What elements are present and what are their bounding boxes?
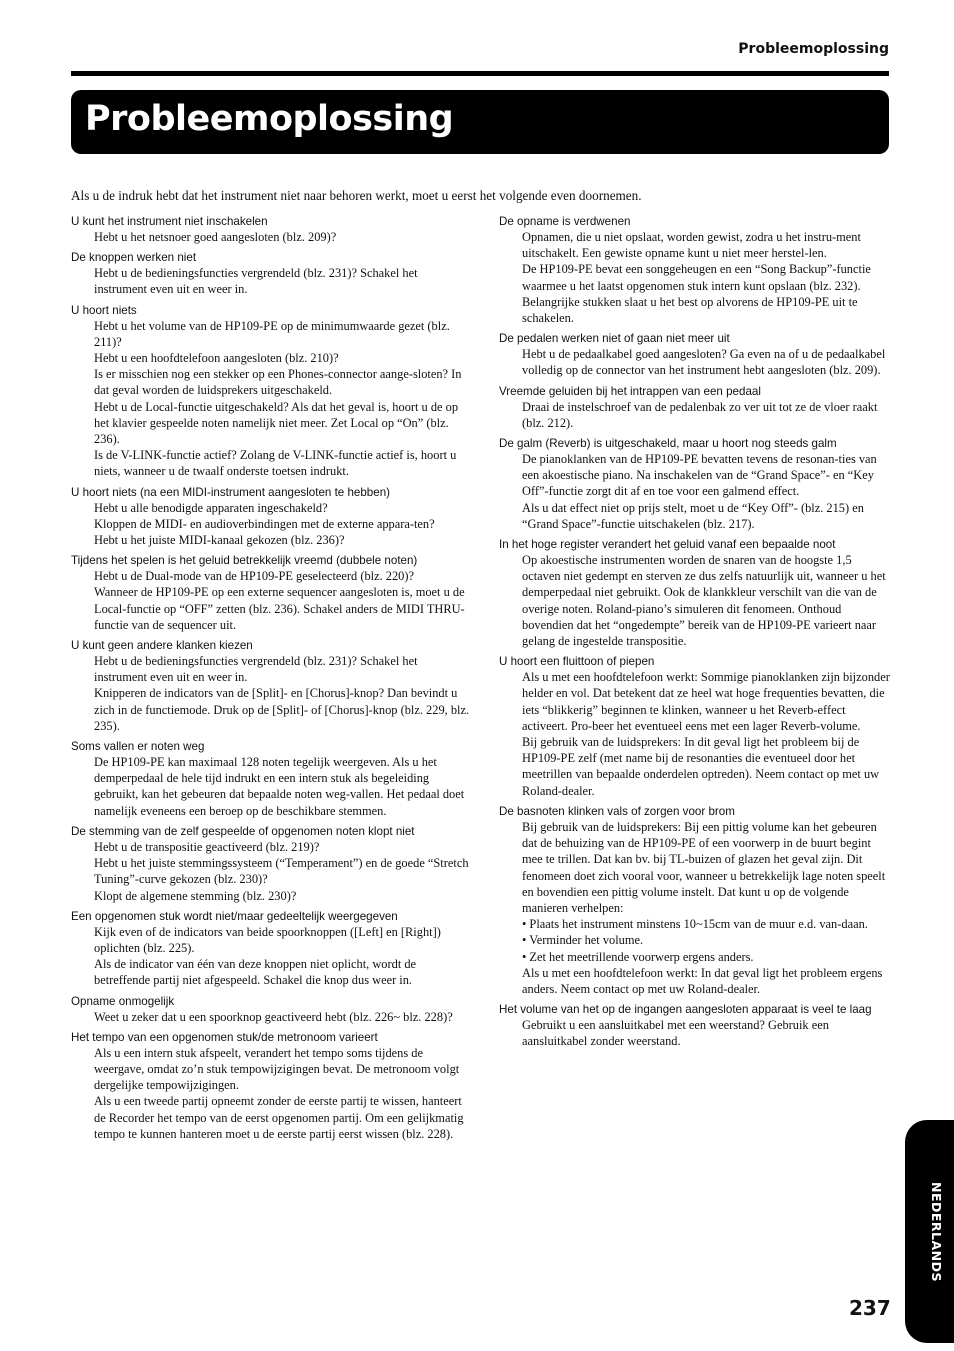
item-paragraph: Wanneer de HP109-PE op een externe sequencer aangesloten is, moet u de Local-functie op “OFF” zetten (blz. 236). Schakel anders de MIDI THRU-functie van de sequencer uit. xyxy=(94,585,465,632)
item-heading: U hoort niets xyxy=(71,303,137,317)
item-heading: De opname is verdwenen xyxy=(499,215,631,228)
troubleshooting-item xyxy=(499,804,891,997)
title-banner xyxy=(71,90,889,154)
item-heading: U kunt geen andere klanken kiezen xyxy=(71,639,253,653)
troubleshooting-item xyxy=(71,994,471,1025)
item-paragraph: Als de indicator van één van deze knoppen niet oplicht, wordt de betreffende partij niet afgespeeld. Schakel die knop dus weer in. xyxy=(94,957,417,988)
item-paragraph: Hebt u de bedieningsfuncties vergrendeld (blz. 231)? Schakel het instrument even uit en weer in. xyxy=(94,654,418,685)
item-paragraph: Hebt u het netsnoer goed aangesloten (blz. 209)? xyxy=(94,230,337,244)
troubleshooting-item xyxy=(499,1002,891,1049)
item-heading: De basnoten klinken vals of zorgen voor brom xyxy=(499,804,735,818)
item-heading: De galm (Reverb) is uitgeschakeld, maar u hoort nog steeds galm xyxy=(499,437,837,451)
item-heading: Opname onmogelijk xyxy=(71,994,175,1008)
item-paragraph: Als u een intern stuk afspeelt, verandert het tempo soms tijdens de weergave, omdat zo’n stuk tempowijzigingen bevat. De metronoom volgt dergelijke tempowijzigingen. xyxy=(94,1045,460,1093)
item-heading: In het hoge register verandert het geluid vanaf een bepaalde noot xyxy=(499,538,836,552)
item-paragraph: • Verminder het volume. xyxy=(522,933,644,948)
item-heading: U kunt het instrument niet inschakelen xyxy=(71,215,268,228)
right-column xyxy=(499,214,891,1055)
troubleshooting-item xyxy=(499,436,891,532)
troubleshooting-item xyxy=(71,824,471,904)
item-paragraph: Hebt u alle benodigde apparaten ingeschakeld? xyxy=(94,500,328,515)
left-column xyxy=(71,214,471,1147)
troubleshooting-item xyxy=(71,485,471,549)
item-paragraph: Knipperen de indicators van de [Split]- en [Chorus]-knop? Dan bevindt u zich in de functiemode. Druk op de [Split]- of [Chorus]-knop (blz. 229, blz. 235). xyxy=(94,686,470,733)
intro-text: Als u de indruk hebt dat het instrument niet naar behoren werkt, moet u eerst het volgende even doornemen. xyxy=(71,188,642,203)
troubleshooting-item xyxy=(499,331,891,378)
item-paragraph: Weet u zeker dat u een spoorknop geactiveerd hebt (blz. 226~ blz. 228)? xyxy=(94,1009,453,1024)
item-paragraph: Draai de instelschroef van de pedalenbak zo ver uit tot ze de vloer raakt (blz. 212). xyxy=(522,399,878,430)
troubleshooting-item xyxy=(499,537,891,649)
page-title: Probleemoplossing xyxy=(85,99,454,139)
troubleshooting-item xyxy=(499,654,891,799)
item-paragraph: • Zet het meetrillende voorwerp ergens anders. xyxy=(522,949,754,964)
item-heading: Soms vallen er noten weg xyxy=(71,740,205,754)
item-heading: U hoort een fluittoon of piepen xyxy=(499,655,655,669)
item-paragraph: Als u met een hoofdtelefoon werkt: In dat geval ligt het probleem ergens anders. Neem contact op met uw Roland-dealer. xyxy=(522,965,883,996)
item-paragraph: Hebt u het juiste MIDI-kanaal gekozen (blz. 236)? xyxy=(94,533,345,548)
item-paragraph: Opnamen, die u niet opslaat, worden gewist, zodra u het instru-ment uitschakelt. Een gewiste opname kunt u niet meer herstel-len. xyxy=(522,230,861,261)
page-number: 237 xyxy=(849,1296,891,1320)
troubleshooting-item xyxy=(71,303,471,480)
item-paragraph: Gebruikt u een aansluitkabel met een weerstand? Gebruik een aansluitkabel zonder weerstand. xyxy=(522,1018,829,1049)
item-paragraph: Hebt u een hoofdtelefoon aangesloten (blz. 210)? xyxy=(94,351,339,366)
item-heading: Vreemde geluiden bij het intrappen van een pedaal xyxy=(499,384,761,398)
item-heading: De pedalen werken niet of gaan niet meer uit xyxy=(499,332,730,346)
item-heading: U hoort niets (na een MIDI-instrument aangesloten te hebben) xyxy=(71,485,391,499)
troubleshooting-item xyxy=(499,384,891,431)
item-paragraph: Is de V-LINK-functie actief? Zolang de V-LINK-functie actief is, hoort u niets, wanneer u de twaalf onderste toetsen indrukt. xyxy=(94,448,457,479)
item-paragraph: Hebt u het juiste stemmingssysteem (“Temperament”) en de goede “Stretch Tuning”-curve gekozen (blz. 230)? xyxy=(94,856,469,887)
troubleshooting-item xyxy=(71,638,471,734)
running-head: Probleemoplossing xyxy=(738,41,889,57)
item-paragraph: Op akoestische instrumenten worden de snaren van de hoogste 1,5 octaven niet gedempt en sterven ze dus zelfs natuurlijk uit, wanneer u het demperpedaal niet gebruikt. Ook de klankkleur verschilt van die van de overige noten. Roland-piano’s simuleren dit fenomeen. Onthoud bovendien dat het “ongedempte” bereik van de HP109-PE varieert naar gelang de ingestelde transpositie. xyxy=(522,553,886,649)
item-paragraph: Kijk even of de indicators van beide spoorknoppen ([Left] en [Right]) oplichten (blz. 225). xyxy=(94,924,441,955)
troubleshooting-item xyxy=(499,214,891,326)
troubleshooting-item xyxy=(71,909,471,989)
item-heading: Het volume van het op de ingangen aangesloten apparaat is veel te laag xyxy=(499,1003,872,1017)
troubleshooting-item xyxy=(71,1030,471,1142)
item-heading: Een opgenomen stuk wordt niet/maar gedeeltelijk weergegeven xyxy=(71,909,398,923)
language-tab-label: NEDERLANDS xyxy=(929,1182,944,1283)
troubleshooting-item xyxy=(71,739,471,819)
top-rule xyxy=(71,71,889,76)
troubleshooting-item xyxy=(71,553,471,633)
item-paragraph: Hebt u de Dual-mode van de HP109-PE geselecteerd (blz. 220)? xyxy=(94,569,414,584)
item-paragraph: Bij gebruik van de luidsprekers: Bij een pittig volume kan het gebeuren dat de behuizing van de HP109-PE of een voorwerp in de buurt begint mee te trillen. Dat kan bv. bij TL-buizen of glazen het geval zijn. Dit fenomeen doet zich vooral voor, wanneer u betrekkelijk lage noten speelt en bovendien een pittig volume instelt. Dat kunt u op de volgende manieren verhelpen: xyxy=(522,819,886,915)
item-paragraph: De HP109-PE bevat een songgeheugen en een “Song Backup”-functie waarmee u het laatst opgenomen stuk intern kunt opslaan (blz. 232). Belangrijke stukken slaat u het best op alvorens de HP109-PE uit te schakelen. xyxy=(522,262,871,326)
item-paragraph: Hebt u de bedieningsfuncties vergrendeld (blz. 231)? Schakel het instrument even uit en weer in. xyxy=(94,266,418,297)
item-paragraph: Als u met een hoofdtelefoon werkt: Sommige pianoklanken zijn bijzonder helder en vol. Dat betekent dat ze heel wat hoge frequenties bevatten, die iets “blikkerig” beginnen te klinken, wanneer u het Reverb-effect activeert. Pro-beer het eventueel eens met een lager Reverb-volume. xyxy=(522,670,890,733)
item-heading: Tijdens het spelen is het geluid betrekkelijk vreemd (dubbele noten) xyxy=(71,554,418,568)
item-paragraph: Hebt u de pedaalkabel goed aangesloten? Ga even na of u de pedaalkabel volledig op de connector van het instrument hebt aangesloten (blz. 209). xyxy=(522,347,886,378)
item-heading: Het tempo van een opgenomen stuk/de metronoom varieert xyxy=(71,1030,378,1044)
item-heading: De stemming van de zelf gespeelde of opgenomen noten klopt niet xyxy=(71,824,415,838)
item-paragraph: De HP109-PE kan maximaal 128 noten tegelijk weergeven. Als u het demperpedaal de hele tijd indrukt en een intern stuk als begeleiding gebruikt, kan het gebeuren dat bepaalde noten weg-vallen. Het pedaal doet namelijk eveneens een beroep op de beschikbare stemmen. xyxy=(94,755,465,818)
item-paragraph: Hebt u de Local-functie uitgeschakeld? Als dat het geval is, hoort u de op het klavier gespeelde noten namelijk niet meer. Zet Local op “On” (blz. 236). xyxy=(94,399,459,447)
item-paragraph: Klopt de algemene stemming (blz. 230)? xyxy=(94,888,297,903)
item-paragraph: Hebt u het volume van de HP109-PE op de minimumwaarde gezet (blz. 211)? xyxy=(94,318,450,349)
item-heading: De knoppen werken niet xyxy=(71,251,197,265)
item-paragraph: Is er misschien nog een stekker op een Phones-connector aange-sloten? In dat geval worden de luidsprekers uitgeschakeld. xyxy=(94,367,462,398)
item-paragraph: • Plaats het instrument minstens 10~15cm van de muur e.d. van-daan. xyxy=(522,917,868,932)
item-paragraph: Als u dat effect niet op prijs stelt, moet u de “Key Off”- (blz. 215) en “Grand Space”-functie uitschakelen (blz. 217). xyxy=(522,500,864,531)
item-paragraph: De pianoklanken van de HP109-PE bevatten tevens de resonan-ties van een akoestische piano. Na inschakelen van de “Grand Space”- en “Key Off”-functie zorgt dit af en toe voor een galmend effect. xyxy=(522,452,877,499)
item-paragraph: Kloppen de MIDI- en audioverbindingen met de externe appara-ten? xyxy=(94,516,435,531)
item-paragraph: Als u een tweede partij opneemt zonder de eerste partij te wissen, hanteert de Recorder het tempo van de eerst opgenomen partij. Om een gelijkmatig tempo te kunnen hanteren moet u de eerste partij eerst wissen (blz. 228). xyxy=(94,1094,464,1141)
item-paragraph: Bij gebruik van de luidsprekers: In dit geval ligt het probleem bij de HP109-PE zelf (met name bij de resonanties die eventueel door het meetrillen van bepaalde onderdelen optreden). Neem contact op met uw Roland-dealer. xyxy=(522,735,880,798)
item-paragraph: Hebt u de transpositie geactiveerd (blz. 219)? xyxy=(94,839,320,854)
troubleshooting-item xyxy=(71,214,471,245)
troubleshooting-item xyxy=(71,250,471,297)
language-tab xyxy=(905,1120,954,1343)
